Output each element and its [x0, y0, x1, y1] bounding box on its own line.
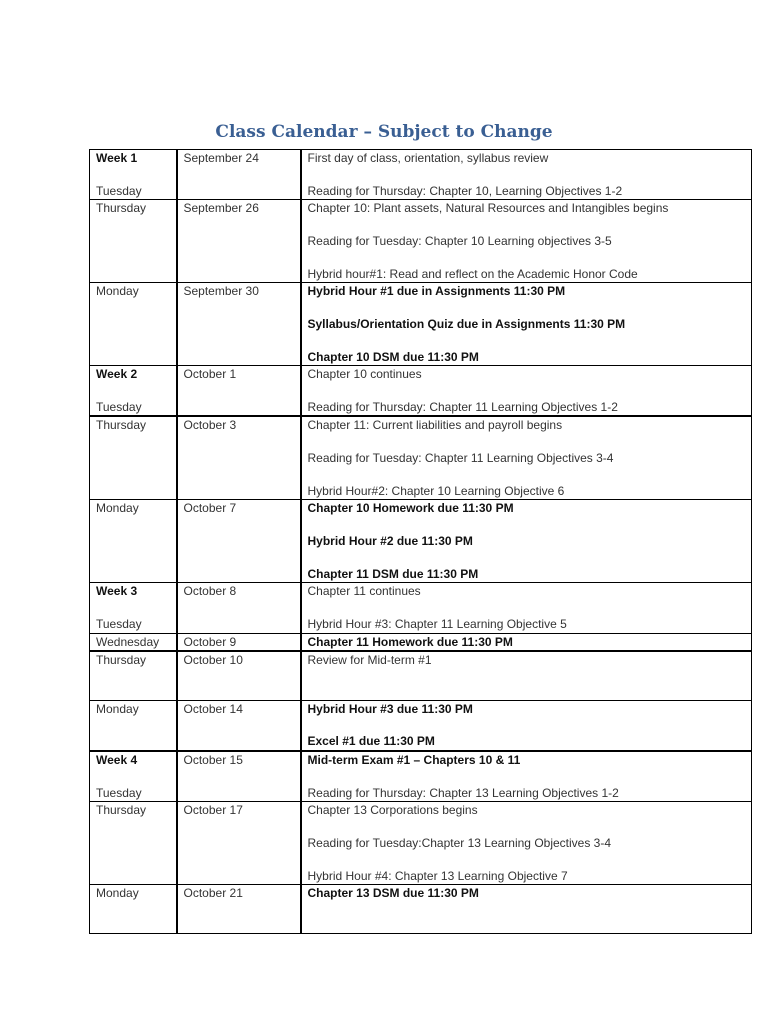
- date-cell: October 7: [177, 500, 301, 583]
- day-cell: [90, 366, 177, 417]
- due-item: Chapter 11 Homework due 11:30 PM: [307, 634, 513, 649]
- week-label: Week 1: [96, 151, 138, 165]
- weekday-label: Thursday: [96, 418, 147, 433]
- activity-item: Reading for Thursday: Chapter 11 Learning Objectives 1-2: [307, 400, 618, 414]
- calendar-row: [90, 283, 752, 366]
- due-item: Chapter 10 Homework due 11:30 PM: [307, 501, 514, 516]
- weekday-label: Monday: [96, 885, 139, 900]
- activity-cell: [301, 583, 752, 633]
- activity-cell: [301, 633, 752, 651]
- activity-item: Reading for Tuesday: Chapter 11 Learning Objectives 3-4: [307, 451, 614, 466]
- calendar-row: [90, 583, 752, 633]
- date-cell: October 1: [177, 366, 301, 417]
- class-calendar-table: [89, 149, 752, 934]
- activity-cell: [301, 500, 752, 583]
- date-cell: September 30: [177, 283, 301, 366]
- week-label: Week 3: [96, 584, 138, 599]
- activity-cell: [301, 150, 752, 200]
- week-label: Week 2: [96, 367, 138, 382]
- activity-cell: [301, 884, 752, 933]
- day-cell: [90, 751, 177, 802]
- day-cell: [90, 801, 177, 884]
- date-cell: October 17: [177, 801, 301, 884]
- activity-item: Reading for Tuesday:Chapter 13 Learning Objectives 3-4: [307, 835, 612, 850]
- due-item: Hybrid Hour #2 due 11:30 PM: [307, 534, 473, 549]
- activity-cell: [301, 283, 752, 366]
- calendar-row: [90, 500, 752, 583]
- calendar-row: [90, 651, 752, 700]
- activity-item: Hybrid Hour #4: Chapter 13 Learning Objective 7: [307, 868, 568, 883]
- day-cell: [90, 283, 177, 366]
- weekday-label: Monday: [96, 701, 139, 716]
- weekday-label: Tuesday: [96, 400, 142, 414]
- date-cell: October 15: [177, 751, 301, 802]
- weekday-label: Wednesday: [96, 634, 160, 649]
- date-cell: October 21: [177, 884, 301, 933]
- due-item: Chapter 11 DSM due 11:30 PM: [307, 567, 479, 581]
- due-item: Mid-term Exam #1 – Chapters 10 & 11: [307, 752, 521, 767]
- activity-item: Reading for Tuesday: Chapter 10 Learning objectives 3-5: [307, 234, 612, 248]
- activity-item: Chapter 11: Current liabilities and payroll begins: [307, 418, 563, 433]
- date-cell: October 14: [177, 700, 301, 751]
- day-cell: [90, 583, 177, 633]
- activity-item: Chapter 13 Corporations begins: [307, 802, 478, 817]
- calendar-row: [90, 416, 752, 500]
- activity-item: Hybrid hour#1: Read and reflect on the Academic Honor Code: [307, 266, 638, 281]
- weekday-label: Monday: [96, 501, 139, 516]
- activity-item: Chapter 10 continues: [307, 367, 422, 382]
- calendar-row: [90, 700, 752, 751]
- activity-cell: [301, 751, 752, 802]
- calendar-row: [90, 150, 752, 200]
- date-cell: October 8: [177, 583, 301, 633]
- activity-item: Review for Mid-term #1: [307, 653, 432, 668]
- calendar-row: [90, 633, 752, 651]
- weekday-label: Tuesday: [96, 617, 142, 632]
- activity-item: First day of class, orientation, syllabus review: [307, 151, 549, 165]
- day-cell: [90, 200, 177, 283]
- week-label: Week 4: [96, 752, 138, 767]
- activity-item: Chapter 10: Plant assets, Natural Resources and Intangibles begins: [307, 201, 669, 216]
- day-cell: [90, 150, 177, 200]
- weekday-label: Tuesday: [96, 183, 142, 198]
- activity-item: Reading for Thursday: Chapter 10, Learning Objectives 1-2: [307, 183, 623, 198]
- activity-cell: [301, 416, 752, 500]
- due-item: Syllabus/Orientation Quiz due in Assignments 11:30 PM: [307, 317, 626, 331]
- due-item: Excel #1 due 11:30 PM: [307, 734, 435, 749]
- weekday-label: Thursday: [96, 802, 147, 817]
- calendar-row: [90, 801, 752, 884]
- date-cell: September 26: [177, 200, 301, 283]
- date-cell: October 3: [177, 416, 301, 500]
- activity-cell: [301, 700, 752, 751]
- activity-cell: [301, 200, 752, 283]
- weekday-label: Monday: [96, 284, 139, 299]
- due-item: Hybrid Hour #1 due in Assignments 11:30 PM: [307, 284, 566, 299]
- calendar-body: [90, 150, 752, 934]
- calendar-row: [90, 200, 752, 283]
- activity-item: Chapter 11 continues: [307, 584, 421, 599]
- activity-cell: [301, 801, 752, 884]
- calendar-row: [90, 884, 752, 933]
- date-cell: September 24: [177, 150, 301, 200]
- due-item: Chapter 13 DSM due 11:30 PM: [307, 885, 479, 900]
- page-title: Class Calendar – Subject to Change: [215, 122, 553, 142]
- weekday-label: Thursday: [96, 201, 147, 216]
- due-item: Chapter 10 DSM due 11:30 PM: [307, 349, 479, 364]
- date-cell: October 10: [177, 651, 301, 700]
- day-cell: [90, 416, 177, 500]
- activity-item: Hybrid Hour #3: Chapter 11 Learning Objective 5: [307, 617, 567, 632]
- day-cell: [90, 500, 177, 583]
- activity-item: Hybrid Hour#2: Chapter 10 Learning Objective 6: [307, 484, 565, 498]
- date-cell: October 9: [177, 633, 301, 651]
- day-cell: [90, 633, 177, 651]
- day-cell: [90, 884, 177, 933]
- activity-item: Reading for Thursday: Chapter 13 Learning Objectives 1-2: [307, 785, 619, 800]
- day-cell: [90, 651, 177, 700]
- activity-cell: [301, 366, 752, 417]
- due-item: Hybrid Hour #3 due 11:30 PM: [307, 701, 473, 716]
- day-cell: [90, 700, 177, 751]
- activity-cell: [301, 651, 752, 700]
- calendar-row: [90, 751, 752, 802]
- calendar-row: [90, 366, 752, 417]
- weekday-label: Thursday: [96, 653, 147, 668]
- weekday-label: Tuesday: [96, 785, 142, 800]
